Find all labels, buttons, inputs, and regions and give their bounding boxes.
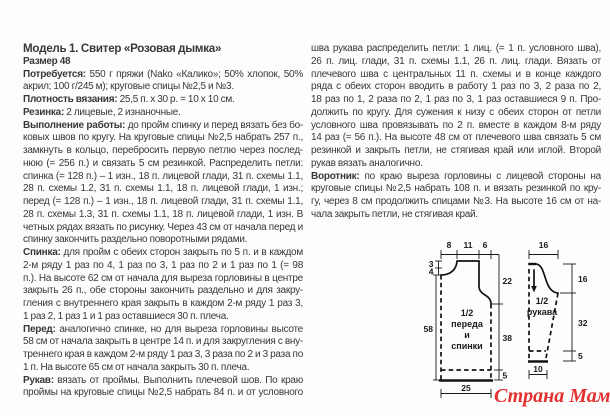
dim-label-neck-step1: 3 xyxy=(428,259,434,269)
text-line: гления с внутреннего края закрыть в каждом 2-м ряду 1 раз 3, xyxy=(23,298,303,309)
text-line: 26 п. лиц. глади, 31 п. схемы 1.1, 26 п. лиц. глади. Вязать от xyxy=(311,55,601,67)
text-line: Спинка: для пройм с обеих сторон закрыть по 5 п. и в каждом xyxy=(23,247,303,258)
dim-label-sleeve-top-width: 16 xyxy=(538,240,549,250)
text-line: спинка (= 128 п.) – 1 изн., 18 п. лицевой глади, 31 п. схемы 1.1, xyxy=(23,170,303,182)
text-line: проймы на круговые спицы №2,5 набрать 84 п. и от условного xyxy=(23,387,303,399)
text-line: ковых швов по кругу. На круговые спицы №2,5 набрать 257 п., xyxy=(23,132,303,144)
pattern-diagram xyxy=(395,228,610,406)
text-line: гу, через 8 см продолжить спицами №3. На высоте 16 см от на- xyxy=(311,196,601,207)
sleeve-piece-label: 1/2 xyxy=(535,296,549,306)
text-line: Размер 48 xyxy=(23,55,71,67)
body-piece xyxy=(424,240,513,398)
text-line: треннего края в каждом 2-м ряду 1 раз 3, 3 раза по 2 и 3 раза по xyxy=(23,349,303,360)
body-piece-label: спинки xyxy=(451,341,483,351)
dim-label-neck-step2: 4 xyxy=(428,266,434,277)
dim-label-cuff-width: 10 xyxy=(533,364,543,374)
text-line: спинку закончить раздельно поворотными рядами. xyxy=(23,234,248,246)
text-line: Выполнение работы: до пройм спинку и перед вязать без бо- xyxy=(23,119,303,131)
text-line: 18 раз по 1, 2 раза по 2, 1 раз по 3, 1 раз оставшиеся 9 п. Про- xyxy=(311,94,601,105)
text-line: замкнуть в кольцо, перебросить первую петлю через послед- xyxy=(23,145,303,156)
text-line: 14 раз (= 56 п.). На высоте 48 см от плечевого шва связать 5 см xyxy=(311,132,601,144)
text-line: должить по кругу. Для сужения к низу с обеих сторон от петли xyxy=(311,106,601,118)
text-column-right xyxy=(311,43,601,222)
text-line: 28 п. схемы 1.2, 31 п. схемы 1.1, 18 п. лицевой глади, 1 изн.; xyxy=(23,183,303,195)
text-line: Воротник: по краю выреза горловины с лицевой стороны на xyxy=(311,170,601,182)
sleeve-piece xyxy=(527,240,588,379)
text-line: резинкой и закрыть петли, не стягивая край или иглой. Второй xyxy=(311,145,601,156)
text-line: 58 см от начала закрыть в центре 14 п. и для закругления с вну- xyxy=(23,336,303,348)
text-line: Резинка: 2 лицевые, 2 изнаночные. xyxy=(23,106,181,118)
text-line: Потребуется: 550 г пряжи (Nako «Калико»; 50% хлопок, 50% xyxy=(23,68,303,80)
text-line: перед (= 128 п.) – 1 изн., 18 п. лицевой глади, 31 п. схемы 1.1, xyxy=(23,196,303,207)
body-piece-label: переда xyxy=(451,319,483,329)
text-line: плечевого шва с центральных 11 п. схемы и в конце каждого xyxy=(311,68,601,80)
text-line: четных рядах вязать по рисунку. Через 43 см от начала перед и xyxy=(23,221,303,233)
text-line: акрил; 100 г/245 м); круговые спицы №2,5 и №3. xyxy=(23,81,234,93)
dim-label-sleeve-length: 32 xyxy=(578,318,588,328)
text-line: Плотность вязания: 25,5 п. х 30 р. = 10 х 10 см. xyxy=(23,94,235,105)
text-column-left xyxy=(23,43,303,400)
dim-label-rib-height: 5 xyxy=(502,370,508,381)
text-line: рукав вязать аналогично. xyxy=(311,157,423,169)
sleeve-cap-curve xyxy=(536,264,558,293)
body-piece-label: и xyxy=(464,330,470,340)
dim-label-neck-width: 8 xyxy=(446,240,452,250)
dim-label-armhole-height: 22 xyxy=(502,276,512,286)
dim-label-cap-height: 16 xyxy=(578,274,588,284)
text-line: Модель 1. Свитер «Розовая дымка» xyxy=(23,43,222,55)
dim-label-cuff-height: 5 xyxy=(578,351,583,361)
text-line: круговые спицы №2,5 набрать 108 п. и вязать резинкой по кру- xyxy=(311,183,601,195)
dim-label-side-height: 38 xyxy=(502,333,512,343)
text-line: ряда с обеих сторон вводить в работу 1 раз по 3, 2 раза по 2, xyxy=(311,81,601,93)
text-line: нюю (= 256 п.) и связать 5 см резинкой. Распределить петли: xyxy=(23,157,303,169)
text-line: чала закрыть петли, не стягивая край. xyxy=(311,208,478,220)
text-line: условного шва провязывать по 2 п. вместе в каждом 8-м ряду xyxy=(311,119,601,131)
dim-label-armhole-width: 6 xyxy=(482,240,488,250)
text-line: 2-м ряду 1 раз по 4, 1 раз по 3, 1 раз по 2 и 1 раз по 1 (= 98 xyxy=(23,259,303,271)
text-line: 1 раз 2, 1 раз 1 и 1 раз оставшиеся 30 п. плеча. xyxy=(23,310,229,322)
text-line: п.). На высоте 62 см от начала для выреза горловины в центре xyxy=(23,272,303,284)
text-line: Рукав: вязать от проймы. Выполнить плечевой шов. По краю xyxy=(23,374,303,386)
text-line: закрыть 26 п., обе стороны закончить раздельно и для закру- xyxy=(23,285,303,297)
text-line: шва рукава распределить петли: 1 лиц. (= 1 п. условного шва), xyxy=(311,43,601,54)
text-line: Перед: аналогично спинке, но для выреза горловины высоте xyxy=(23,323,303,335)
text-line: 28 п. схемы 1.3, 31 п. схемы 1.1, 18 п. лицевой глади, 1 изн. В xyxy=(23,208,303,220)
neckline-curve xyxy=(441,262,457,276)
dim-label-shoulder-width: 11 xyxy=(463,240,473,250)
text-line: 1 п. На высоте 65 см от начала закрыть 30 п. плеча. xyxy=(23,361,250,373)
body-piece-label: 1/2 xyxy=(460,308,474,318)
dim-label-body-height: 58 xyxy=(423,324,433,334)
sleeve-piece-label: рукава xyxy=(526,307,558,317)
dim-label-bottom-width: 25 xyxy=(461,383,471,393)
pattern-schematic-svg xyxy=(395,228,610,406)
armhole-curve xyxy=(479,261,491,304)
direction-arrowhead xyxy=(531,286,537,293)
watermark-logo: Страна Мам xyxy=(494,385,610,407)
